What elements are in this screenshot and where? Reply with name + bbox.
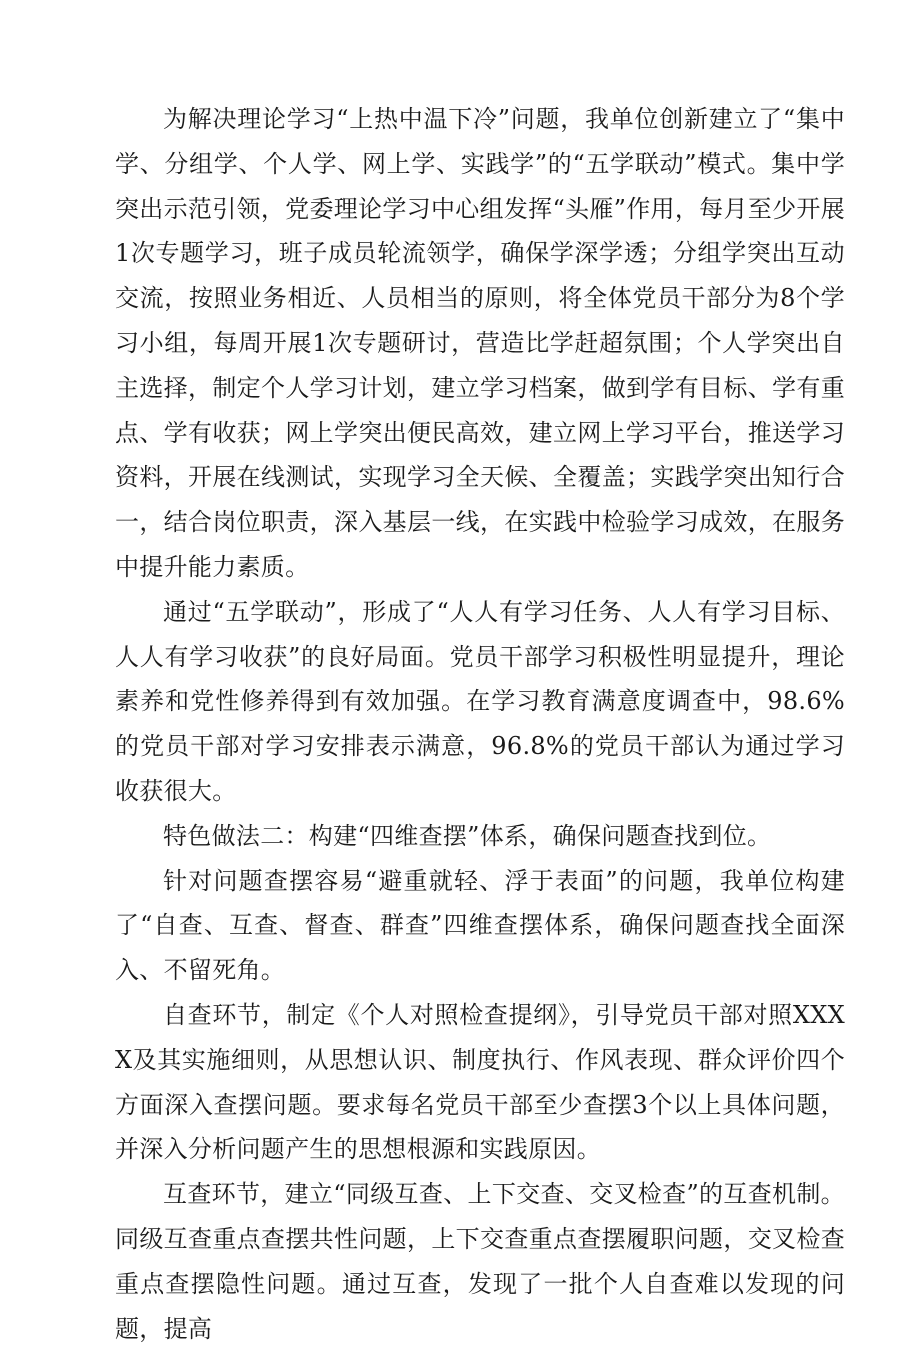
- paragraph-four-dimension-intro: 针对问题查摆容易“避重就轻、浮于表面”的问题，我单位构建了“自查、互查、督查、群查”四维查摆体系，确保问题查找全面深入、不留死角。: [115, 866, 845, 985]
- paragraph-mutual-check: 互查环节，建立“同级互查、上下交查、交叉检查”的互查机制。同级互查重点查摆共性问题，上下交查重点查摆履职问题，交叉检查重点查摆隐性问题。通过互查，发现了一批个人自查难以发现的问题，提高: [115, 1180, 845, 1343]
- paragraph-feature-heading-two: 特色做法二：构建“四维查摆”体系，确保问题查找到位。: [163, 821, 772, 850]
- paragraph-five-study-model: 为解决理论学习“上热中温下冷”问题，我单位创新建立了“集中学、分组学、个人学、网上学、实践学”的“五学联动”模式。集中学突出示范引领，党委理论学习中心组发挥“头雁”作用，每月至少开展1次专题学习，班子成员轮流领学，确保学深学透；分组学突出互动交流，按照业务相近、人员相当的原则，将全体党员干部分为8个学习小组，每周开展1次专题研讨，营造比学赶超氛围；个人学突出自主选择，制定个人学习计划，建立学习档案，做到学有目标、学有重点、学有收获；网上学突出便民高效，建立网上学习平台，推送学习资料，开展在线测试，实现学习全天候、全覆盖；实践学突出知行合一，结合岗位职责，深入基层一线，在实践中检验学习成效，在服务中提升能力素质。: [115, 105, 845, 581]
- paragraph-self-check: 自查环节，制定《个人对照检查提纲》，引导党员干部对照XXXX及其实施细则，从思想认识、制度执行、作风表现、群众评价四个方面深入查摆问题。要求每名党员干部至少查摆3个以上具体问题，并深入分析问题产生的思想根源和实践原因。: [115, 1000, 845, 1164]
- document-body: [115, 97, 845, 1351]
- paragraph-five-study-results: 通过“五学联动”，形成了“人人有学习任务、人人有学习目标、人人有学习收获”的良好局面。党员干部学习积极性明显提升，理论素养和党性修养得到有效加强。在学习教育满意度调查中，98.6%的党员干部对学习安排表示满意，96.8%的党员干部认为通过学习收获很大。: [115, 597, 845, 805]
